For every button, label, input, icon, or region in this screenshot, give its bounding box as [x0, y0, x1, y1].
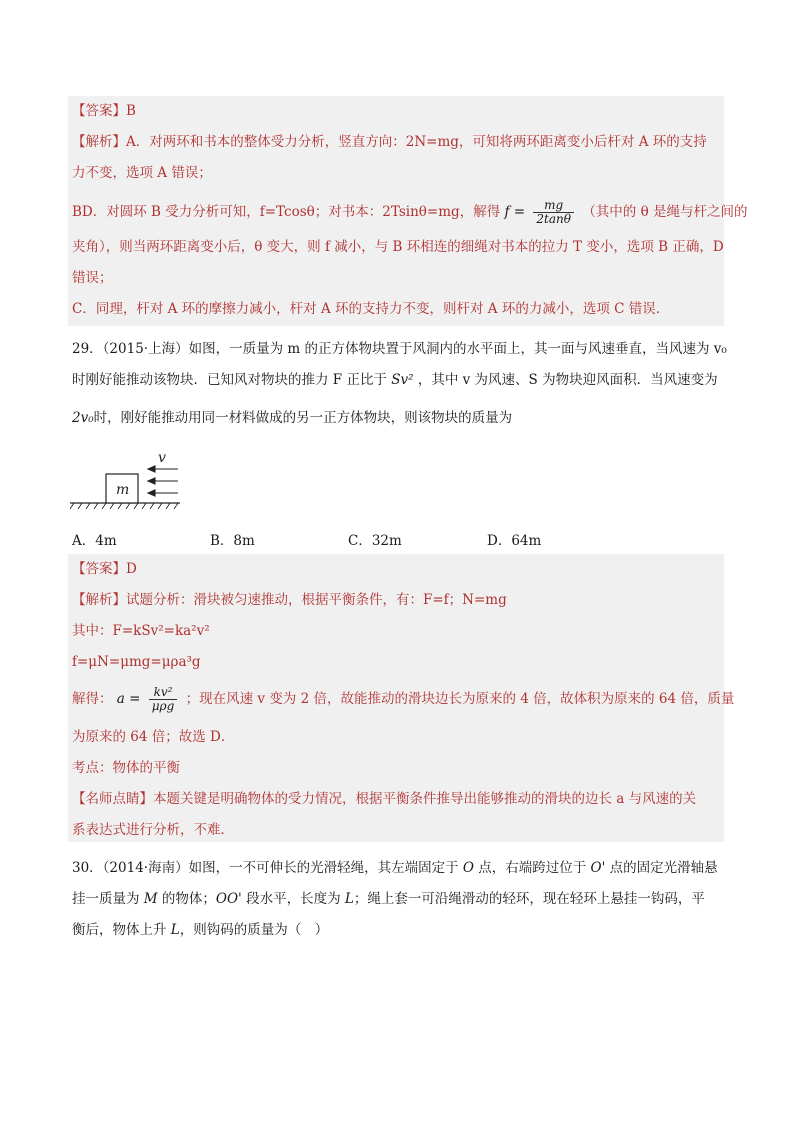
analysis2-line-1: 【解析】试题分析：滑块被匀速推动，根据平衡条件，有：F=f；N=mg	[72, 592, 507, 608]
analysis2-line-8: 系表达式进行分析，不难．	[72, 822, 234, 838]
analysis2-line-7: 【名师点睛】本题关键是明确物体的受力情况，根据平衡条件推导出能够推动的滑块的边长 a 与风速的关	[72, 791, 697, 807]
analysis-line-3: BD．对圆环 B 受力分析可知，f=Tcosθ；对书本：2Tsinθ=mg，解得 f = $\frac{mg}{2\tan\theta}$ （其中的 θ 是绳与杆之间的	[72, 198, 748, 226]
option-d[interactable]: D．64m	[487, 533, 542, 549]
option-b[interactable]: B．8m	[210, 533, 255, 549]
block-mass-label: m	[116, 482, 130, 498]
q29-line-1: 29．（2015·上海）如图，一质量为 m 的正方体物块置于风洞内的水平面上，其一面与风速垂直，当风速为 v₀	[72, 341, 727, 357]
formula-fraction: $\frac{mg}{2\tan\theta}$	[533, 199, 574, 226]
analysis-line-2: 力不变，选项 A 错误；	[72, 165, 212, 181]
analysis-line-1: 【解析】A．对两环和书本的整体受力分析，竖直方向：2N=mg，可知将两环距离变小后杆对 A 环的支持	[72, 134, 707, 150]
q30-line-3: 衡后，物体上升 L，则钩码的质量为（ ）	[72, 922, 329, 938]
wind-tunnel-figure	[70, 446, 190, 518]
wind-arrows	[148, 466, 178, 496]
answer-line-29: 【答案】D	[72, 561, 137, 577]
q30-line-1: 30．（2014·海南）如图，一不可伸长的光滑轻绳，其左端固定于 O 点，右端跨过位于 O' 点的固定光滑轴悬	[72, 860, 718, 876]
option-a[interactable]: A．4m	[72, 533, 117, 549]
analysis2-line-2: 其中：F=kSv²=ka²v²	[72, 623, 210, 639]
analysis-line-5: 错误；	[72, 270, 113, 286]
analysis-line-6: C．同理，杆对 A 环的摩擦力减小，杆对 A 环的支持力不变，则杆对 A 环的力减小，选项 C 错误．	[72, 301, 670, 317]
formula-fraction-2: $\frac{\text{kv²}}{\text{μρg}}$	[149, 686, 178, 713]
q29-line-2: 时刚好能推动该物块．已知风对物块的推力 F 正比于 Sv² ，其中 v 为风速、S 为物块迎风面积．当风速变为	[72, 372, 718, 388]
analysis2-line-6: 考点：物体的平衡	[72, 760, 180, 776]
q29-line-3: 2v₀时，刚好能推动用同一材料做成的另一正方体物块，则该物块的质量为	[72, 410, 513, 426]
analysis2-line-5: 为原来的 64 倍；故选 D．	[72, 729, 235, 745]
answer-line-28: 【答案】B	[72, 103, 136, 119]
option-c[interactable]: C．32m	[348, 533, 402, 549]
ground-hatching	[70, 503, 178, 509]
analysis2-line-3: f=μN=μmg=μρa³g	[72, 654, 201, 670]
q30-line-2: 挂一质量为 M 的物体；OO' 段水平，长度为 L；绳上套一可沿绳滑动的轻环，现在轻环上悬挂一钩码，平	[72, 891, 705, 907]
analysis-line-4: 夹角），则当两环距离变小后，θ 变大，则 f 减小，与 B 环相连的细绳对书本的拉力 T 变小，选项 B 正确，D	[72, 239, 724, 255]
wind-speed-label: v	[158, 450, 166, 466]
analysis2-line-4: 解得： a = $\frac{\text{kv²}}{\text{μρg}}$ ；现在风速 v 变为 2 倍，故能推动的滑块边长为原来的 4 倍，故体积为原来的 64 倍，质量	[72, 685, 735, 713]
